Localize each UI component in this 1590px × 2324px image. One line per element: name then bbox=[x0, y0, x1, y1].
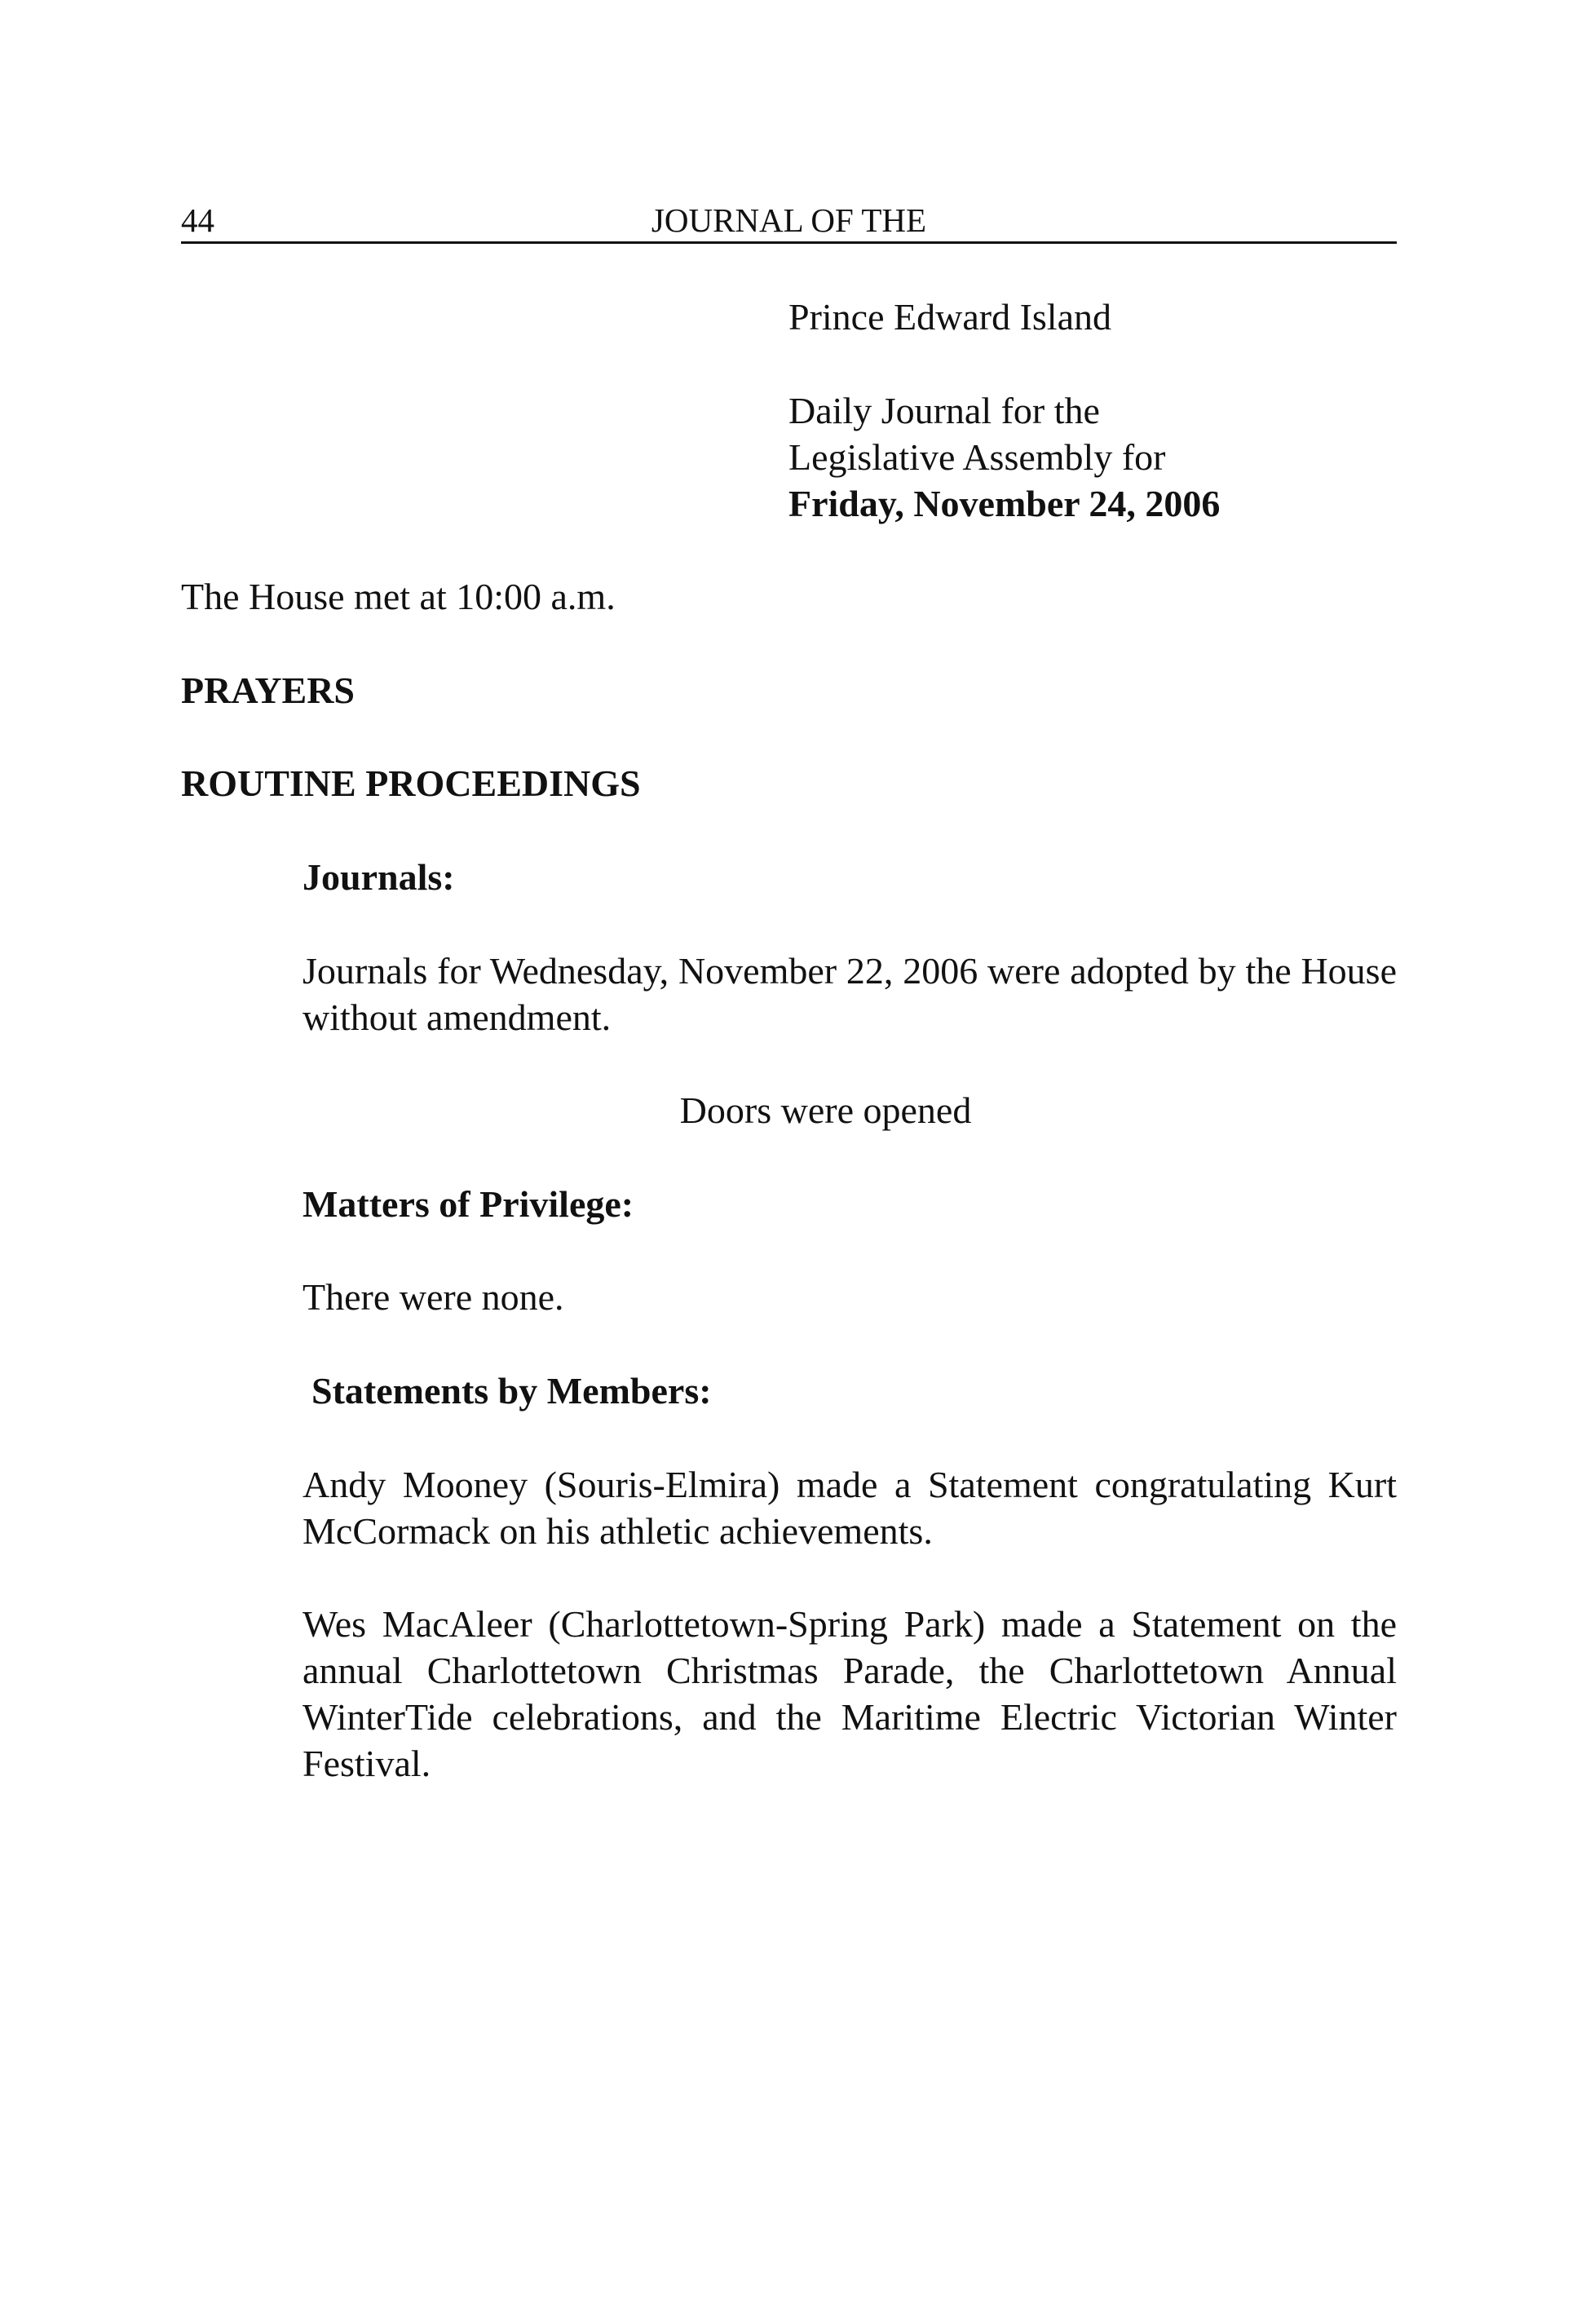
statements-by-members-heading: Statements by Members: bbox=[311, 1370, 712, 1412]
statement-paragraph: Wes MacAleer (Charlottetown-Spring Park) made a Statement on the annual Charlottetown Christmas Parade, the Charlottetown Annual WinterTide celebrations, and the Maritime Electric Victorian Winter Festival. bbox=[303, 1603, 1397, 1784]
page-number: 44 bbox=[181, 201, 214, 239]
journal-title-line-2: Legislative Assembly for bbox=[788, 436, 1166, 478]
privilege-paragraph: There were none. bbox=[303, 1276, 564, 1318]
journals-heading: Journals: bbox=[303, 856, 455, 898]
house-met-text: The House met at 10:00 a.m. bbox=[181, 576, 616, 617]
routine-proceedings-heading: ROUTINE PROCEEDINGS bbox=[181, 762, 641, 804]
journal-date: Friday, November 24, 2006 bbox=[788, 483, 1221, 524]
journal-title-line-1: Daily Journal for the bbox=[788, 390, 1100, 431]
journals-paragraph: Journals for Wednesday, November 22, 2006 were adopted by the House without amendment. bbox=[303, 950, 1397, 1038]
matters-of-privilege-heading: Matters of Privilege: bbox=[303, 1183, 634, 1225]
running-title: JOURNAL OF THE bbox=[651, 201, 927, 239]
statement-paragraph: Andy Mooney (Souris-Elmira) made a Statement congratulating Kurt McCormack on his athletic achievements. bbox=[303, 1464, 1397, 1552]
running-header bbox=[181, 199, 1397, 244]
province-name: Prince Edward Island bbox=[788, 296, 1111, 338]
doors-opened-text: Doors were opened bbox=[679, 1089, 972, 1131]
prayers-heading: PRAYERS bbox=[181, 669, 356, 711]
